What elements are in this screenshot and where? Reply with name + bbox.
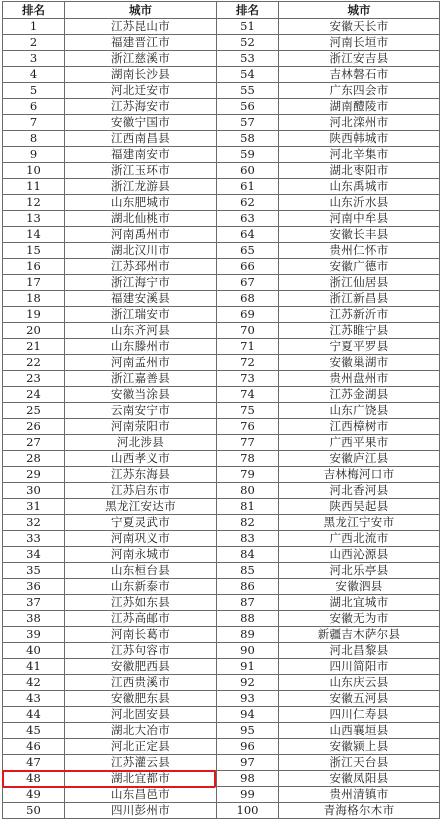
city-cell: 陕西吴起县	[279, 499, 440, 515]
rank-cell: 76	[217, 419, 279, 435]
rank-cell: 96	[217, 739, 279, 755]
rank-cell: 30	[3, 483, 65, 499]
city-header: 城市	[65, 2, 217, 19]
city-cell: 青海格尔木市	[279, 803, 440, 819]
rank-cell: 91	[217, 659, 279, 675]
rank-cell: 6	[3, 99, 65, 115]
rank-cell: 62	[217, 195, 279, 211]
table-row	[3, 691, 440, 707]
city-cell: 山东新泰市	[65, 579, 217, 595]
city-cell: 湖北大冶市	[65, 723, 217, 739]
table-row	[3, 323, 440, 339]
rank-cell: 3	[3, 51, 65, 67]
city-cell: 河北香河县	[279, 483, 440, 499]
city-cell: 河南巩义市	[65, 531, 217, 547]
rank-cell: 33	[3, 531, 65, 547]
table-row	[3, 467, 440, 483]
city-cell: 四川仁寿县	[279, 707, 440, 723]
city-cell: 山东庆云县	[279, 675, 440, 691]
rank-cell: 68	[217, 291, 279, 307]
city-cell: 吉林梅河口市	[279, 467, 440, 483]
city-cell: 湖北枣阳市	[279, 163, 440, 179]
table-row	[3, 403, 440, 419]
city-cell: 湖南醴陵市	[279, 99, 440, 115]
rank-cell: 57	[217, 115, 279, 131]
table-row	[3, 579, 440, 595]
city-cell: 安徽广德市	[279, 259, 440, 275]
rank-cell: 35	[3, 563, 65, 579]
city-cell: 山西沁源县	[279, 547, 440, 563]
city-cell: 江西贵溪市	[65, 675, 217, 691]
rank-cell: 20	[3, 323, 65, 339]
rank-cell: 5	[3, 83, 65, 99]
table-row	[3, 275, 440, 291]
rank-cell: 12	[3, 195, 65, 211]
city-cell: 安徽当涂县	[65, 387, 217, 403]
city-cell: 湖北汉川市	[65, 243, 217, 259]
city-cell: 贵州清镇市	[279, 787, 440, 803]
rank-cell: 72	[217, 355, 279, 371]
rank-cell: 59	[217, 147, 279, 163]
table-row	[3, 419, 440, 435]
city-cell: 安徽天长市	[279, 19, 440, 35]
rank-cell: 1	[3, 19, 65, 35]
city-cell: 陕西韩城市	[279, 131, 440, 147]
rank-cell: 69	[217, 307, 279, 323]
table-row	[3, 51, 440, 67]
rank-cell: 39	[3, 627, 65, 643]
city-cell: 江苏金湖县	[279, 387, 440, 403]
city-cell: 山东沂水县	[279, 195, 440, 211]
city-cell: 广西平果市	[279, 435, 440, 451]
rank-cell: 56	[217, 99, 279, 115]
table-row	[3, 531, 440, 547]
rank-cell: 92	[217, 675, 279, 691]
rank-cell: 34	[3, 547, 65, 563]
city-cell: 浙江玉环市	[65, 163, 217, 179]
rank-cell: 13	[3, 211, 65, 227]
table-row	[3, 627, 440, 643]
rank-cell: 42	[3, 675, 65, 691]
table-row	[3, 355, 440, 371]
city-cell: 江苏东海县	[65, 467, 217, 483]
table-row	[3, 195, 440, 211]
rank-cell: 67	[217, 275, 279, 291]
rank-cell: 93	[217, 691, 279, 707]
city-cell: 安徽肥西县	[65, 659, 217, 675]
rank-cell: 52	[217, 35, 279, 51]
city-cell: 黑龙江宁安市	[279, 515, 440, 531]
city-cell: 福建南安市	[65, 147, 217, 163]
city-cell: 湖北宜城市	[279, 595, 440, 611]
rank-cell: 48	[3, 771, 65, 787]
city-cell: 新疆吉木萨尔县	[279, 627, 440, 643]
table-row	[3, 643, 440, 659]
city-cell: 山东昌邑市	[65, 787, 217, 803]
rank-cell: 95	[217, 723, 279, 739]
rank-cell: 63	[217, 211, 279, 227]
city-cell: 浙江仙居县	[279, 275, 440, 291]
rank-cell: 84	[217, 547, 279, 563]
city-cell: 河北固安县	[65, 707, 217, 723]
rank-cell: 98	[217, 771, 279, 787]
city-cell: 四川彭州市	[65, 803, 217, 819]
rank-cell: 94	[217, 707, 279, 723]
rank-cell: 64	[217, 227, 279, 243]
rank-cell: 90	[217, 643, 279, 659]
rank-header: 排名	[3, 2, 65, 19]
city-cell: 湖北宜都市	[65, 771, 217, 787]
city-cell: 浙江安吉县	[279, 51, 440, 67]
city-cell: 江西南昌县	[65, 131, 217, 147]
rank-cell: 61	[217, 179, 279, 195]
city-cell: 浙江慈溪市	[65, 51, 217, 67]
city-cell: 安徽泗县	[279, 579, 440, 595]
table-row	[3, 723, 440, 739]
table-row	[3, 83, 440, 99]
city-cell: 江苏句容市	[65, 643, 217, 659]
city-cell: 广东四会市	[279, 83, 440, 99]
rank-cell: 88	[217, 611, 279, 627]
city-cell: 浙江嘉善县	[65, 371, 217, 387]
city-cell: 江苏启东市	[65, 483, 217, 499]
rank-cell: 7	[3, 115, 65, 131]
city-cell: 河南中牟县	[279, 211, 440, 227]
city-cell: 江西樟树市	[279, 419, 440, 435]
table-row	[3, 771, 440, 787]
county-ranking-table	[2, 1, 440, 819]
rank-cell: 71	[217, 339, 279, 355]
table-row	[3, 291, 440, 307]
city-cell: 山东滕州市	[65, 339, 217, 355]
rank-cell: 60	[217, 163, 279, 179]
city-cell: 山西襄垣县	[279, 723, 440, 739]
rank-cell: 2	[3, 35, 65, 51]
rank-cell: 44	[3, 707, 65, 723]
rank-cell: 38	[3, 611, 65, 627]
rank-cell: 100	[217, 803, 279, 819]
table-row	[3, 227, 440, 243]
table-row	[3, 35, 440, 51]
city-cell: 河南长葛市	[65, 627, 217, 643]
rank-cell: 11	[3, 179, 65, 195]
table-row	[3, 483, 440, 499]
rank-cell: 49	[3, 787, 65, 803]
city-cell: 四川简阳市	[279, 659, 440, 675]
table-row	[3, 99, 440, 115]
city-cell: 浙江龙游县	[65, 179, 217, 195]
city-cell: 河北乐亭县	[279, 563, 440, 579]
city-cell: 河北滦州市	[279, 115, 440, 131]
rank-cell: 25	[3, 403, 65, 419]
rank-cell: 16	[3, 259, 65, 275]
city-cell: 黑龙江安达市	[65, 499, 217, 515]
rank-cell: 28	[3, 451, 65, 467]
table-row	[3, 435, 440, 451]
rank-cell: 97	[217, 755, 279, 771]
table-row	[3, 803, 440, 819]
rank-cell: 47	[3, 755, 65, 771]
city-cell: 江苏新沂市	[279, 307, 440, 323]
city-cell: 安徽庐江县	[279, 451, 440, 467]
rank-cell: 85	[217, 563, 279, 579]
rank-cell: 23	[3, 371, 65, 387]
table-row	[3, 787, 440, 803]
city-cell: 安徽巢湖市	[279, 355, 440, 371]
rank-cell: 17	[3, 275, 65, 291]
table-row	[3, 211, 440, 227]
city-cell: 贵州仁怀市	[279, 243, 440, 259]
table-row	[3, 451, 440, 467]
table-row	[3, 707, 440, 723]
city-cell: 安徽颍上县	[279, 739, 440, 755]
rank-cell: 78	[217, 451, 279, 467]
rank-cell: 43	[3, 691, 65, 707]
table-row	[3, 115, 440, 131]
city-cell: 山东禹城市	[279, 179, 440, 195]
table-row	[3, 371, 440, 387]
table-row	[3, 67, 440, 83]
city-cell: 河北昌黎县	[279, 643, 440, 659]
rank-cell: 22	[3, 355, 65, 371]
rank-cell: 66	[217, 259, 279, 275]
rank-cell: 53	[217, 51, 279, 67]
city-cell: 江苏灌云县	[65, 755, 217, 771]
city-cell: 安徽无为市	[279, 611, 440, 627]
table-row	[3, 595, 440, 611]
rank-cell: 15	[3, 243, 65, 259]
city-cell: 江苏昆山市	[65, 19, 217, 35]
city-cell: 江苏高邮市	[65, 611, 217, 627]
rank-cell: 41	[3, 659, 65, 675]
city-cell: 宁夏平罗县	[279, 339, 440, 355]
rank-cell: 54	[217, 67, 279, 83]
table-row	[3, 339, 440, 355]
table-row	[3, 547, 440, 563]
city-cell: 河南孟州市	[65, 355, 217, 371]
city-cell: 山东肥城市	[65, 195, 217, 211]
city-cell: 湖南长沙县	[65, 67, 217, 83]
rank-cell: 46	[3, 739, 65, 755]
city-cell: 河南永城市	[65, 547, 217, 563]
rank-cell: 37	[3, 595, 65, 611]
city-cell: 浙江瑞安市	[65, 307, 217, 323]
table-row	[3, 19, 440, 35]
rank-cell: 89	[217, 627, 279, 643]
rank-cell: 86	[217, 579, 279, 595]
table-row	[3, 499, 440, 515]
rank-cell: 10	[3, 163, 65, 179]
rank-cell: 24	[3, 387, 65, 403]
city-cell: 湖北仙桃市	[65, 211, 217, 227]
city-cell: 云南安宁市	[65, 403, 217, 419]
city-cell: 江苏如东县	[65, 595, 217, 611]
city-cell: 江苏邳州市	[65, 259, 217, 275]
city-cell: 山东桓台县	[65, 563, 217, 579]
rank-cell: 99	[217, 787, 279, 803]
table-row	[3, 307, 440, 323]
table-row	[3, 563, 440, 579]
city-cell: 河北辛集市	[279, 147, 440, 163]
table-row	[3, 387, 440, 403]
table-row	[3, 131, 440, 147]
city-cell: 安徽宁国市	[65, 115, 217, 131]
table-row	[3, 179, 440, 195]
table-row	[3, 515, 440, 531]
rank-cell: 21	[3, 339, 65, 355]
city-cell: 广西北流市	[279, 531, 440, 547]
city-cell: 山东齐河县	[65, 323, 217, 339]
rank-cell: 40	[3, 643, 65, 659]
city-cell: 山东广饶县	[279, 403, 440, 419]
table-row	[3, 259, 440, 275]
header-row	[3, 2, 440, 19]
rank-cell: 87	[217, 595, 279, 611]
table-row	[3, 659, 440, 675]
city-cell: 浙江新昌县	[279, 291, 440, 307]
city-header: 城市	[279, 2, 440, 19]
city-cell: 安徽凤阳县	[279, 771, 440, 787]
city-cell: 吉林磐石市	[279, 67, 440, 83]
city-cell: 山西孝义市	[65, 451, 217, 467]
rank-cell: 55	[217, 83, 279, 99]
table-row	[3, 147, 440, 163]
rank-cell: 9	[3, 147, 65, 163]
table-row	[3, 755, 440, 771]
rank-cell: 51	[217, 19, 279, 35]
rank-cell: 32	[3, 515, 65, 531]
rank-cell: 83	[217, 531, 279, 547]
rank-cell: 36	[3, 579, 65, 595]
table-row	[3, 243, 440, 259]
rank-cell: 29	[3, 467, 65, 483]
rank-cell: 79	[217, 467, 279, 483]
rank-header: 排名	[217, 2, 279, 19]
rank-cell: 74	[217, 387, 279, 403]
rank-cell: 82	[217, 515, 279, 531]
city-cell: 河北涉县	[65, 435, 217, 451]
city-cell: 宁夏灵武市	[65, 515, 217, 531]
city-cell: 河北正定县	[65, 739, 217, 755]
rank-cell: 80	[217, 483, 279, 499]
rank-cell: 50	[3, 803, 65, 819]
rank-cell: 14	[3, 227, 65, 243]
city-cell: 浙江海宁市	[65, 275, 217, 291]
table-row	[3, 675, 440, 691]
city-cell: 江苏睢宁县	[279, 323, 440, 339]
rank-cell: 45	[3, 723, 65, 739]
table-row	[3, 611, 440, 627]
city-cell: 江苏海安市	[65, 99, 217, 115]
rank-cell: 81	[217, 499, 279, 515]
rank-cell: 8	[3, 131, 65, 147]
city-cell: 贵州盘州市	[279, 371, 440, 387]
city-cell: 浙江天台县	[279, 755, 440, 771]
city-cell: 河南长垣市	[279, 35, 440, 51]
city-cell: 河北迁安市	[65, 83, 217, 99]
rank-cell: 27	[3, 435, 65, 451]
rank-cell: 4	[3, 67, 65, 83]
rank-cell: 26	[3, 419, 65, 435]
rank-cell: 19	[3, 307, 65, 323]
rank-cell: 65	[217, 243, 279, 259]
rank-cell: 73	[217, 371, 279, 387]
city-cell: 安徽肥东县	[65, 691, 217, 707]
city-cell: 福建安溪县	[65, 291, 217, 307]
city-cell: 河南禹州市	[65, 227, 217, 243]
city-cell: 河南荥阳市	[65, 419, 217, 435]
table-row	[3, 739, 440, 755]
rank-cell: 75	[217, 403, 279, 419]
rank-cell: 58	[217, 131, 279, 147]
rank-cell: 31	[3, 499, 65, 515]
rank-cell: 77	[217, 435, 279, 451]
city-cell: 安徽五河县	[279, 691, 440, 707]
rank-cell: 18	[3, 291, 65, 307]
city-cell: 安徽长丰县	[279, 227, 440, 243]
rank-cell: 70	[217, 323, 279, 339]
city-cell: 福建晋江市	[65, 35, 217, 51]
table-row	[3, 163, 440, 179]
